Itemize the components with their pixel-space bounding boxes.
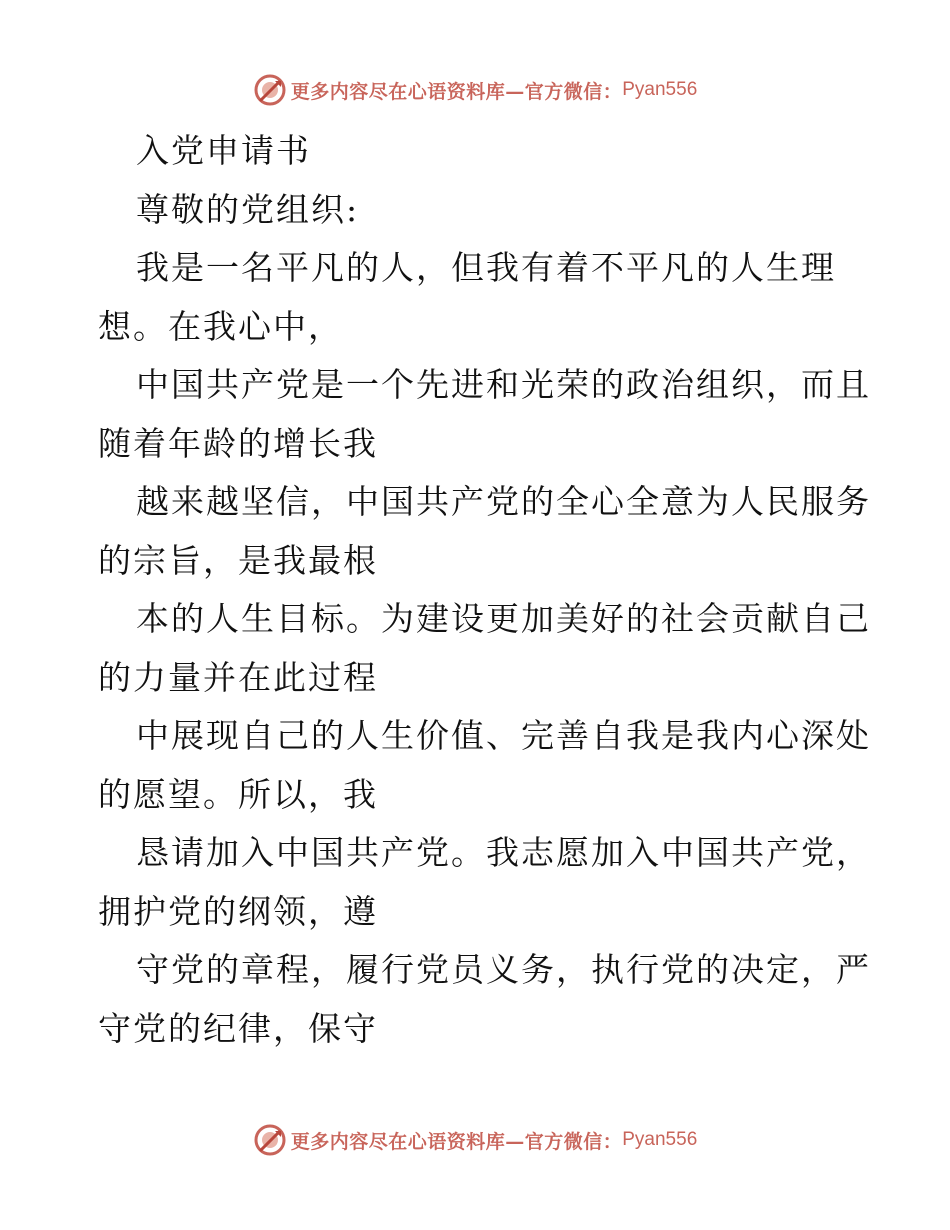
paragraph-line: 拥护党的纲领，遵 <box>98 891 378 931</box>
paragraph-line: 想。在我心中， <box>98 306 343 346</box>
banner-text: 更多内容尽在心语资料库—官方微信： <box>290 1130 623 1153</box>
banner-wechat-id: Pyan556 <box>622 1129 698 1150</box>
paragraph-line: 我是一名平凡的人，但我有着不平凡的人生理 <box>136 248 836 287</box>
banner-text: 更多内容尽在心语资料库—官方微信： <box>290 80 623 103</box>
paragraph-line: 中展现自己的人生价值、完善自我是我内心深处 <box>136 716 871 755</box>
paragraph-line: 的宗旨，是我最根 <box>98 540 378 580</box>
paragraph-line: 守党的章程，履行党员义务，执行党的决定，严 <box>136 950 871 989</box>
document-body <box>98 122 871 1058</box>
paragraph-line: 入党申请书 <box>136 131 311 170</box>
banner-wechat-id: Pyan556 <box>622 79 698 100</box>
paragraph-line: 越来越坚信，中国共产党的全心全意为人民服务 <box>136 482 871 521</box>
paragraph-line: 尊敬的党组织: <box>136 189 360 229</box>
paragraph-line: 守党的纪律，保守 <box>98 1008 378 1048</box>
paragraph-line: 的愿望。所以，我 <box>98 774 378 814</box>
paragraph-line: 随着年龄的增长我 <box>98 423 378 463</box>
paragraph-line: 的力量并在此过程 <box>98 657 378 697</box>
paragraph-line: 本的人生目标。为建设更加美好的社会贡献自己 <box>136 599 871 638</box>
logo-icon <box>253 1123 287 1157</box>
header-banner <box>0 70 950 110</box>
paragraph-line: 中国共产党是一个先进和光荣的政治组织，而且 <box>136 365 871 404</box>
footer-banner <box>0 1120 950 1160</box>
logo-icon <box>253 73 287 107</box>
paragraph-line: 恳请加入中国共产党。我志愿加入中国共产党， <box>136 833 871 872</box>
